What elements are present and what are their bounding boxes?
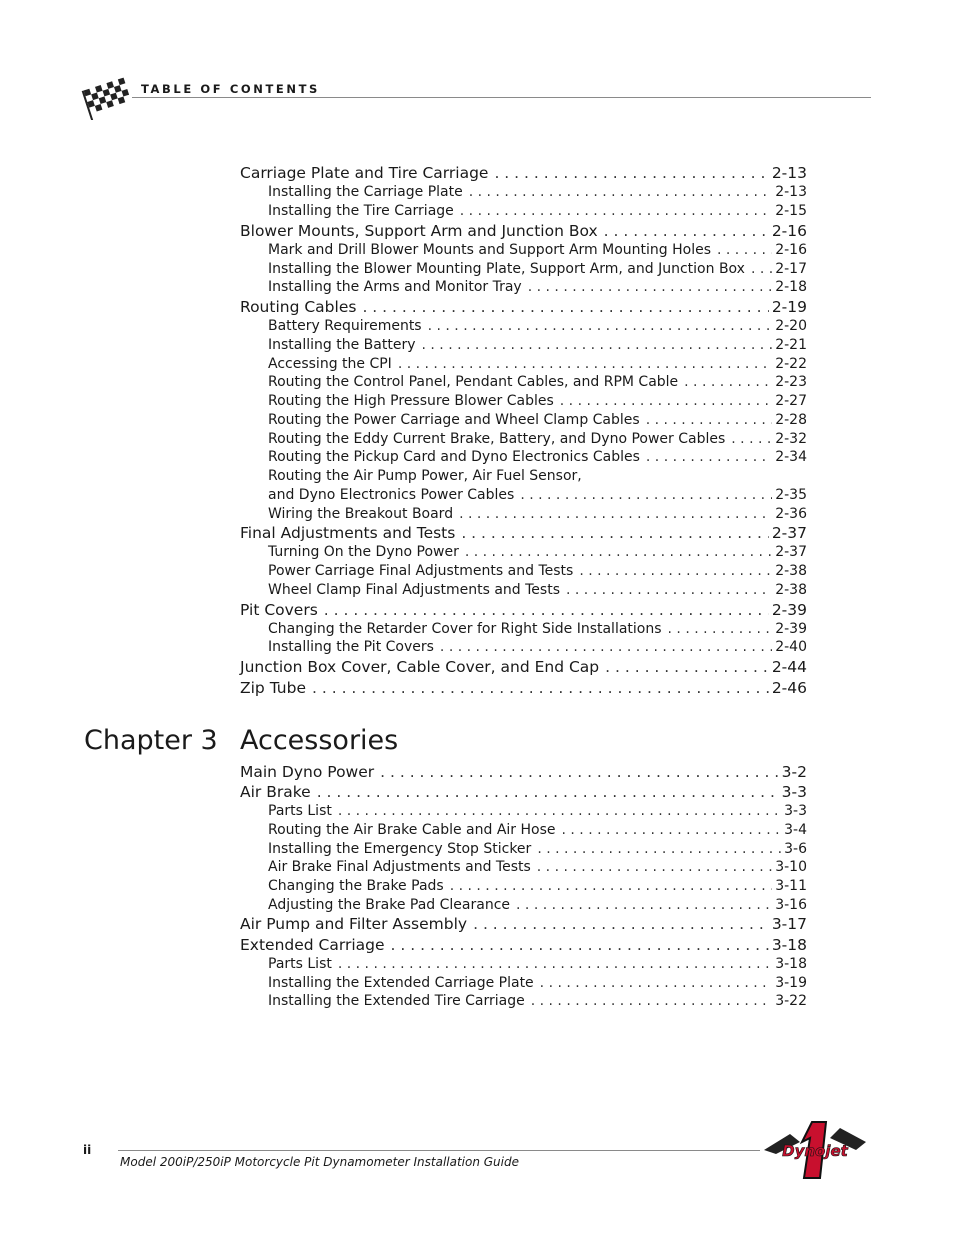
toc-entry-title: Routing the Control Panel, Pendant Cables, and RPM Cable — [268, 374, 679, 390]
toc-entry[interactable] — [268, 639, 807, 657]
toc-entry-title: Changing the Brake Pads — [268, 878, 444, 894]
toc-entry[interactable] — [268, 859, 807, 877]
toc-leader-dots — [428, 318, 773, 334]
toc-entry[interactable] — [268, 356, 807, 374]
toc-entry-title: Adjusting the Brake Pad Clearance — [268, 897, 511, 913]
toc-leader-dots — [398, 356, 772, 372]
toc-entry-page: 3-19 — [775, 975, 807, 991]
toc-entry[interactable] — [268, 412, 807, 430]
toc-entry-title: Routing the Power Carriage and Wheel Clamp Cables — [268, 412, 640, 428]
toc-entry-title: Accessing the CPI — [268, 356, 392, 372]
toc-entry[interactable] — [268, 393, 807, 411]
toc-entry-title: Routing Cables — [240, 298, 357, 316]
toc-leader-dots — [604, 222, 769, 240]
toc-entry[interactable] — [268, 337, 807, 355]
toc-entry[interactable] — [240, 524, 807, 544]
toc-leader-dots — [338, 803, 781, 819]
toc-leader-dots — [461, 524, 768, 542]
logo-wordmark: Dynojet — [782, 1142, 848, 1160]
checkered-flag-icon — [80, 76, 132, 120]
chapter-title: Accessories — [240, 725, 399, 756]
toc-entry[interactable] — [268, 841, 807, 859]
toc-leader-dots — [562, 822, 782, 838]
toc-entry-page: 2-16 — [775, 242, 807, 258]
toc-entry[interactable] — [268, 203, 807, 221]
page-number: ii — [83, 1143, 92, 1157]
toc-leader-dots — [324, 601, 769, 619]
toc-entry[interactable] — [240, 658, 807, 678]
toc-entry-page: 3-4 — [784, 822, 807, 838]
toc-entry[interactable] — [268, 449, 807, 467]
toc-leader-dots — [560, 393, 772, 409]
footer-rule — [118, 1150, 760, 1151]
toc-entry-page: 2-34 — [775, 449, 807, 465]
toc-entry-page: 3-3 — [784, 803, 807, 819]
toc-leader-dots — [668, 621, 773, 637]
toc-entry-page: 3-22 — [775, 993, 807, 1009]
toc-leader-dots — [528, 279, 773, 295]
toc-entry-page: 2-28 — [775, 412, 807, 428]
toc-leader-dots — [317, 783, 779, 801]
toc-entry[interactable] — [268, 261, 807, 279]
toc-entry-page: 2-46 — [771, 679, 807, 697]
toc-entry-title: Air Brake — [240, 783, 311, 801]
toc-entry-page: 2-13 — [771, 164, 807, 182]
header-title: TABLE OF CONTENTS — [141, 82, 320, 96]
toc-entry-title: Junction Box Cover, Cable Cover, and End Cap — [240, 658, 600, 676]
toc-leader-dots — [450, 878, 773, 894]
toc-entry-page: 2-37 — [775, 544, 807, 560]
toc-leader-dots — [537, 841, 781, 857]
toc-entry-title: Changing the Retarder Cover for Right Side Installations — [268, 621, 662, 637]
toc-leader-dots — [362, 298, 768, 316]
toc-entry-title: Parts List — [268, 956, 332, 972]
toc-entry-page: 3-16 — [775, 897, 807, 913]
toc-entry[interactable] — [240, 222, 807, 242]
toc-entry[interactable] — [240, 298, 807, 318]
toc-entry[interactable] — [268, 975, 807, 993]
toc-leader-dots — [440, 639, 772, 655]
toc-leader-dots — [540, 975, 773, 991]
toc-entry-title: Routing the Air Pump Power, Air Fuel Sensor, — [268, 468, 582, 484]
toc-entry[interactable] — [268, 803, 807, 821]
toc-entry-page: 3-11 — [775, 878, 807, 894]
toc-entry[interactable] — [268, 279, 807, 297]
toc-entry-page: 3-6 — [784, 841, 807, 857]
toc-entry[interactable] — [268, 897, 807, 915]
toc-entry-title: Pit Covers — [240, 601, 318, 619]
toc-entry-title: Wiring the Breakout Board — [268, 506, 454, 522]
toc-entry-title: Installing the Tire Carriage — [268, 203, 454, 219]
toc-entry-page: 3-3 — [781, 783, 807, 801]
toc-leader-dots — [473, 915, 769, 933]
toc-entry-page: 2-16 — [771, 222, 807, 240]
toc-leader-dots — [494, 164, 768, 182]
toc-entry[interactable] — [268, 993, 807, 1011]
toc-entry[interactable] — [268, 468, 807, 486]
toc-entry[interactable] — [268, 318, 807, 336]
toc-entry-page: 2-36 — [775, 506, 807, 522]
toc-entry[interactable] — [240, 783, 807, 803]
toc-entry[interactable] — [240, 763, 807, 783]
toc-entry-title: Routing the Eddy Current Brake, Battery, and Dyno Power Cables — [268, 431, 726, 447]
toc-entry[interactable] — [268, 242, 807, 260]
chapter-number: Chapter 3 — [84, 725, 218, 756]
toc-entry-title: Installing the Carriage Plate — [268, 184, 463, 200]
toc-leader-dots — [465, 544, 772, 560]
toc-entry[interactable] — [268, 184, 807, 202]
header-rule — [132, 97, 871, 98]
toc-entry-page: 2-18 — [775, 279, 807, 295]
toc-entry-page: 2-23 — [775, 374, 807, 390]
toc-entry-page: 2-38 — [775, 563, 807, 579]
toc-entry-title: Mark and Drill Blower Mounts and Support Arm Mounting Holes — [268, 242, 711, 258]
toc-leader-dots — [537, 859, 772, 875]
toc-entry-title: Installing the Arms and Monitor Tray — [268, 279, 522, 295]
toc-entry-page: 2-17 — [775, 261, 807, 277]
footer-doc-title: Model 200iP/250iP Motorcycle Pit Dynamometer Installation Guide — [120, 1155, 519, 1169]
toc-entry-page: 2-20 — [775, 318, 807, 334]
toc-entry-title: Extended Carriage — [240, 936, 385, 954]
toc-entry-title: Routing the High Pressure Blower Cables — [268, 393, 554, 409]
toc-entry-page: 2-13 — [775, 184, 807, 200]
toc-entry-title: Installing the Extended Carriage Plate — [268, 975, 534, 991]
toc-entry-title: Routing the Pickup Card and Dyno Electronics Cables — [268, 449, 640, 465]
toc-entry[interactable] — [240, 915, 807, 935]
toc-entry-page: 3-18 — [775, 956, 807, 972]
toc-leader-dots — [579, 563, 772, 579]
toc-leader-dots — [646, 412, 773, 428]
toc-entry-title: Power Carriage Final Adjustments and Tests — [268, 563, 574, 579]
toc-entry-title: Installing the Extended Tire Carriage — [268, 993, 525, 1009]
toc-entry[interactable] — [240, 601, 807, 621]
toc-entry[interactable] — [268, 582, 807, 600]
toc-entry[interactable] — [240, 164, 807, 184]
toc-leader-dots — [717, 242, 772, 258]
toc-entry[interactable] — [240, 936, 807, 956]
toc-entry-title: Installing the Pit Covers — [268, 639, 434, 655]
toc-leader-dots — [338, 956, 772, 972]
toc-entry-page: 2-27 — [775, 393, 807, 409]
toc-entry-page: 2-35 — [775, 487, 807, 503]
toc-entry-page: 2-44 — [771, 658, 807, 676]
toc-leader-dots — [391, 936, 769, 954]
toc-entry[interactable] — [268, 621, 807, 639]
toc-leader-dots — [531, 993, 772, 1009]
toc-entry[interactable] — [268, 431, 807, 449]
toc-entry-page: 3-10 — [775, 859, 807, 875]
toc-leader-dots — [460, 203, 772, 219]
toc-entry-title: and Dyno Electronics Power Cables — [268, 487, 515, 503]
toc-leader-dots — [520, 487, 772, 503]
toc-leader-dots — [605, 658, 769, 676]
toc-entry-title: Carriage Plate and Tire Carriage — [240, 164, 489, 182]
toc-entry[interactable] — [268, 506, 807, 524]
toc-leader-dots — [469, 184, 772, 200]
toc-entry-title: Main Dyno Power — [240, 763, 375, 781]
toc-entry-title: Parts List — [268, 803, 332, 819]
toc-leader-dots — [566, 582, 772, 598]
toc-entry-page: 2-19 — [771, 298, 807, 316]
toc-entry-title: Zip Tube — [240, 679, 307, 697]
toc-entry[interactable] — [268, 544, 807, 562]
toc-leader-dots — [516, 897, 772, 913]
toc-entry-page: 2-40 — [775, 639, 807, 655]
toc-entry-page: 3-18 — [771, 936, 807, 954]
toc-entry-page: 2-22 — [775, 356, 807, 372]
toc-entry-title: Turning On the Dyno Power — [268, 544, 459, 560]
toc-entry-page: 2-38 — [775, 582, 807, 598]
toc-entry-title: Installing the Battery — [268, 337, 416, 353]
toc-entry[interactable] — [240, 679, 807, 699]
toc-leader-dots — [646, 449, 772, 465]
toc-entry[interactable] — [268, 878, 807, 896]
toc-entry-title: Wheel Clamp Final Adjustments and Tests — [268, 582, 560, 598]
toc-entry-page: 3-17 — [771, 915, 807, 933]
toc-leader-dots — [459, 506, 772, 522]
toc-leader-dots — [751, 261, 772, 277]
dynojet-logo — [760, 1120, 870, 1182]
toc-leader-dots — [380, 763, 779, 781]
toc-leader-dots — [312, 679, 769, 697]
toc-leader-dots — [422, 337, 773, 353]
toc-entry-page: 2-39 — [771, 601, 807, 619]
toc-entry-title: Air Pump and Filter Assembly — [240, 915, 468, 933]
toc-leader-dots — [731, 431, 772, 447]
toc-entry-page: 2-32 — [775, 431, 807, 447]
toc-entry-page: 2-15 — [775, 203, 807, 219]
toc-entry[interactable] — [268, 487, 807, 505]
toc-entry-title: Battery Requirements — [268, 318, 422, 334]
toc-entry[interactable] — [268, 563, 807, 581]
toc-entry-page: 2-37 — [771, 524, 807, 542]
toc-entry-page: 2-39 — [775, 621, 807, 637]
toc-entry-title: Final Adjustments and Tests — [240, 524, 456, 542]
toc-entry-title: Installing the Emergency Stop Sticker — [268, 841, 532, 857]
toc-entry-title: Air Brake Final Adjustments and Tests — [268, 859, 531, 875]
toc-leader-dots — [684, 374, 772, 390]
toc-entry-title: Installing the Blower Mounting Plate, Support Arm, and Junction Box — [268, 261, 745, 277]
toc-entry-page: 3-2 — [781, 763, 807, 781]
toc-entry[interactable] — [268, 956, 807, 974]
toc-entry[interactable] — [268, 374, 807, 392]
toc-entry[interactable] — [268, 822, 807, 840]
toc-entry-title: Routing the Air Brake Cable and Air Hose — [268, 822, 556, 838]
toc-entry-title: Blower Mounts, Support Arm and Junction Box — [240, 222, 598, 240]
toc-entry-page: 2-21 — [775, 337, 807, 353]
